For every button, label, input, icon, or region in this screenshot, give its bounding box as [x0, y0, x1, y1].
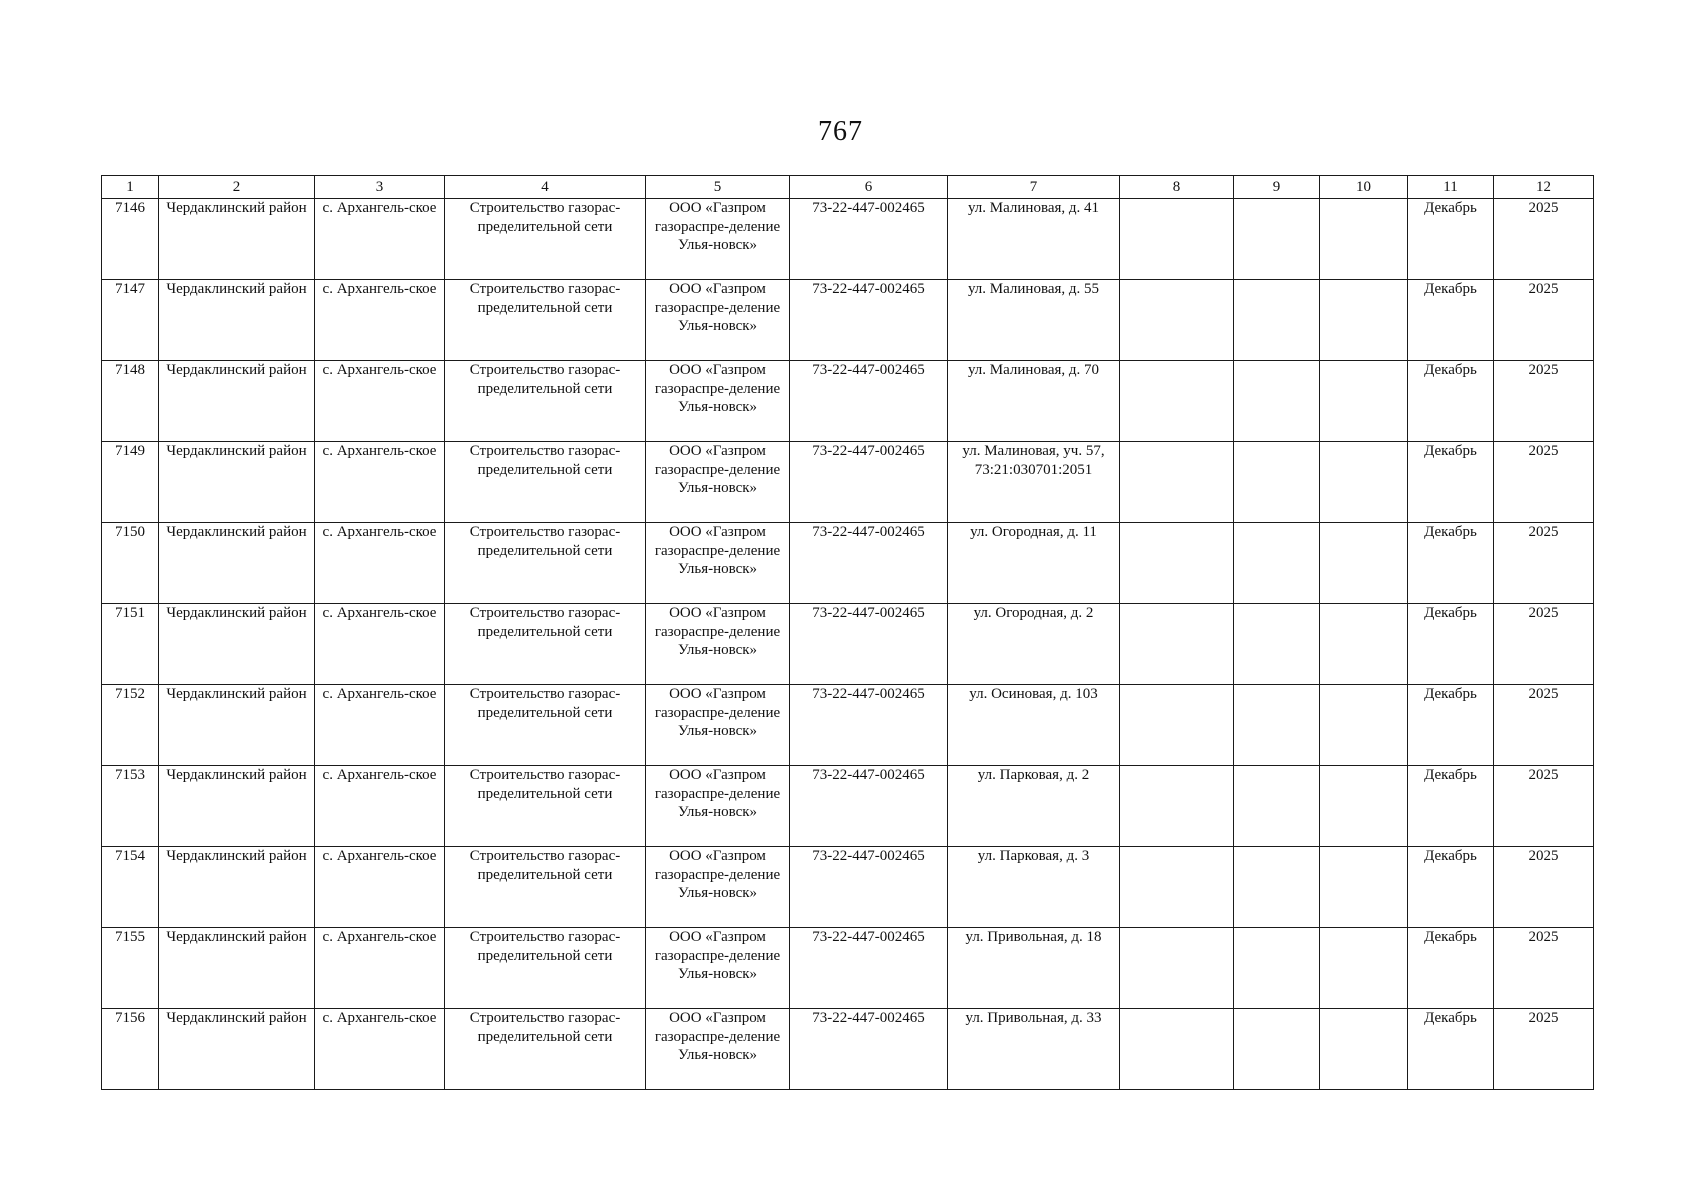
cell-col-8 — [1120, 442, 1234, 523]
cell-organization: ООО «Газпром газораспре-деление Улья-новск» — [646, 442, 790, 523]
cell-row-number: 7147 — [102, 280, 159, 361]
cell-col-10 — [1320, 766, 1408, 847]
table-body — [102, 199, 1594, 1090]
cell-organization: ООО «Газпром газораспре-деление Улья-новск» — [646, 1009, 790, 1090]
cell-address: ул. Малиновая, д. 41 — [948, 199, 1120, 280]
registry-table — [101, 175, 1594, 1090]
cell-col-10 — [1320, 280, 1408, 361]
cell-organization: ООО «Газпром газораспре-деление Улья-новск» — [646, 199, 790, 280]
column-header-4: 4 — [445, 176, 646, 199]
cell-registry-code: 73-22-447-002465 — [790, 604, 948, 685]
cell-year: 2025 — [1494, 442, 1594, 523]
cell-address: ул. Малиновая, д. 55 — [948, 280, 1120, 361]
cell-col-8 — [1120, 199, 1234, 280]
cell-registry-code: 73-22-447-002465 — [790, 766, 948, 847]
cell-month: Декабрь — [1408, 1009, 1494, 1090]
cell-district: Чердаклинский район — [159, 685, 315, 766]
cell-district: Чердаклинский район — [159, 928, 315, 1009]
cell-district: Чердаклинский район — [159, 280, 315, 361]
column-header-3: 3 — [315, 176, 445, 199]
cell-settlement: с. Архангель-ское — [315, 1009, 445, 1090]
column-header-9: 9 — [1234, 176, 1320, 199]
cell-organization: ООО «Газпром газораспре-деление Улья-новск» — [646, 766, 790, 847]
cell-organization: ООО «Газпром газораспре-деление Улья-новск» — [646, 928, 790, 1009]
cell-month: Декабрь — [1408, 766, 1494, 847]
cell-organization: ООО «Газпром газораспре-деление Улья-новск» — [646, 361, 790, 442]
column-header-10: 10 — [1320, 176, 1408, 199]
cell-row-number: 7151 — [102, 604, 159, 685]
cell-col-10 — [1320, 523, 1408, 604]
cell-row-number: 7148 — [102, 361, 159, 442]
cell-col-8 — [1120, 847, 1234, 928]
cell-work-type: Строительство газорас-пределительной сети — [445, 199, 646, 280]
cell-district: Чердаклинский район — [159, 523, 315, 604]
cell-district: Чердаклинский район — [159, 199, 315, 280]
cell-address: ул. Огородная, д. 2 — [948, 604, 1120, 685]
cell-work-type: Строительство газорас-пределительной сети — [445, 928, 646, 1009]
cell-col-10 — [1320, 1009, 1408, 1090]
cell-row-number: 7156 — [102, 1009, 159, 1090]
cell-registry-code: 73-22-447-002465 — [790, 523, 948, 604]
cell-organization: ООО «Газпром газораспре-деление Улья-новск» — [646, 604, 790, 685]
cell-work-type: Строительство газорас-пределительной сети — [445, 442, 646, 523]
cell-month: Декабрь — [1408, 685, 1494, 766]
cell-work-type: Строительство газорас-пределительной сети — [445, 766, 646, 847]
cell-row-number: 7146 — [102, 199, 159, 280]
table-row — [102, 1009, 1594, 1090]
cell-row-number: 7152 — [102, 685, 159, 766]
table-header — [102, 176, 1594, 199]
cell-district: Чердаклинский район — [159, 1009, 315, 1090]
cell-settlement: с. Архангель-ское — [315, 523, 445, 604]
cell-col-8 — [1120, 928, 1234, 1009]
cell-col-9 — [1234, 1009, 1320, 1090]
cell-col-10 — [1320, 847, 1408, 928]
cell-month: Декабрь — [1408, 280, 1494, 361]
cell-address: ул. Парковая, д. 2 — [948, 766, 1120, 847]
cell-col-9 — [1234, 442, 1320, 523]
cell-district: Чердаклинский район — [159, 361, 315, 442]
cell-organization: ООО «Газпром газораспре-деление Улья-новск» — [646, 280, 790, 361]
cell-district: Чердаклинский район — [159, 442, 315, 523]
cell-col-9 — [1234, 766, 1320, 847]
cell-settlement: с. Архангель-ское — [315, 847, 445, 928]
cell-month: Декабрь — [1408, 523, 1494, 604]
cell-col-9 — [1234, 685, 1320, 766]
cell-registry-code: 73-22-447-002465 — [790, 1009, 948, 1090]
cell-month: Декабрь — [1408, 928, 1494, 1009]
cell-district: Чердаклинский район — [159, 604, 315, 685]
cell-month: Декабрь — [1408, 199, 1494, 280]
cell-col-10 — [1320, 604, 1408, 685]
cell-col-8 — [1120, 685, 1234, 766]
cell-col-8 — [1120, 280, 1234, 361]
cell-organization: ООО «Газпром газораспре-деление Улья-новск» — [646, 523, 790, 604]
cell-year: 2025 — [1494, 847, 1594, 928]
cell-work-type: Строительство газорас-пределительной сети — [445, 685, 646, 766]
cell-registry-code: 73-22-447-002465 — [790, 928, 948, 1009]
cell-col-10 — [1320, 442, 1408, 523]
cell-organization: ООО «Газпром газораспре-деление Улья-новск» — [646, 847, 790, 928]
cell-settlement: с. Архангель-ское — [315, 685, 445, 766]
cell-address: ул. Парковая, д. 3 — [948, 847, 1120, 928]
cell-month: Декабрь — [1408, 847, 1494, 928]
cell-row-number: 7154 — [102, 847, 159, 928]
cell-settlement: с. Архангель-ское — [315, 442, 445, 523]
cell-work-type: Строительство газорас-пределительной сети — [445, 1009, 646, 1090]
cell-col-10 — [1320, 928, 1408, 1009]
header-row — [102, 176, 1594, 199]
cell-address: ул. Огородная, д. 11 — [948, 523, 1120, 604]
cell-year: 2025 — [1494, 685, 1594, 766]
table-row — [102, 199, 1594, 280]
cell-col-10 — [1320, 361, 1408, 442]
cell-year: 2025 — [1494, 928, 1594, 1009]
cell-year: 2025 — [1494, 361, 1594, 442]
cell-address: ул. Малиновая, уч. 57, 73:21:030701:2051 — [948, 442, 1120, 523]
cell-col-10 — [1320, 685, 1408, 766]
cell-year: 2025 — [1494, 604, 1594, 685]
cell-year: 2025 — [1494, 766, 1594, 847]
cell-registry-code: 73-22-447-002465 — [790, 361, 948, 442]
cell-col-10 — [1320, 199, 1408, 280]
cell-registry-code: 73-22-447-002465 — [790, 280, 948, 361]
cell-settlement: с. Архангель-ское — [315, 361, 445, 442]
cell-work-type: Строительство газорас-пределительной сети — [445, 280, 646, 361]
cell-row-number: 7149 — [102, 442, 159, 523]
cell-address: ул. Осиновая, д. 103 — [948, 685, 1120, 766]
cell-year: 2025 — [1494, 280, 1594, 361]
cell-registry-code: 73-22-447-002465 — [790, 685, 948, 766]
table-row — [102, 928, 1594, 1009]
table-row — [102, 766, 1594, 847]
cell-address: ул. Привольная, д. 33 — [948, 1009, 1120, 1090]
cell-work-type: Строительство газорас-пределительной сети — [445, 847, 646, 928]
table-row — [102, 280, 1594, 361]
cell-col-9 — [1234, 199, 1320, 280]
cell-registry-code: 73-22-447-002465 — [790, 199, 948, 280]
page-number: 767 — [818, 116, 863, 147]
column-header-8: 8 — [1120, 176, 1234, 199]
column-header-1: 1 — [102, 176, 159, 199]
table-row — [102, 442, 1594, 523]
table-row — [102, 523, 1594, 604]
column-header-6: 6 — [790, 176, 948, 199]
cell-registry-code: 73-22-447-002465 — [790, 442, 948, 523]
cell-col-9 — [1234, 928, 1320, 1009]
column-header-11: 11 — [1408, 176, 1494, 199]
cell-col-9 — [1234, 847, 1320, 928]
cell-col-9 — [1234, 361, 1320, 442]
cell-work-type: Строительство газорас-пределительной сети — [445, 361, 646, 442]
column-header-12: 12 — [1494, 176, 1594, 199]
cell-col-8 — [1120, 361, 1234, 442]
cell-row-number: 7153 — [102, 766, 159, 847]
cell-address: ул. Малиновая, д. 70 — [948, 361, 1120, 442]
cell-organization: ООО «Газпром газораспре-деление Улья-новск» — [646, 685, 790, 766]
column-header-5: 5 — [646, 176, 790, 199]
cell-year: 2025 — [1494, 199, 1594, 280]
cell-address: ул. Привольная, д. 18 — [948, 928, 1120, 1009]
cell-settlement: с. Архангель-ское — [315, 928, 445, 1009]
cell-settlement: с. Архангель-ское — [315, 604, 445, 685]
cell-month: Декабрь — [1408, 442, 1494, 523]
column-header-7: 7 — [948, 176, 1120, 199]
cell-work-type: Строительство газорас-пределительной сети — [445, 523, 646, 604]
cell-month: Декабрь — [1408, 361, 1494, 442]
cell-row-number: 7155 — [102, 928, 159, 1009]
cell-registry-code: 73-22-447-002465 — [790, 847, 948, 928]
cell-col-9 — [1234, 523, 1320, 604]
cell-col-8 — [1120, 766, 1234, 847]
cell-col-8 — [1120, 604, 1234, 685]
cell-month: Декабрь — [1408, 604, 1494, 685]
cell-district: Чердаклинский район — [159, 766, 315, 847]
cell-row-number: 7150 — [102, 523, 159, 604]
cell-col-8 — [1120, 523, 1234, 604]
cell-settlement: с. Архангель-ское — [315, 199, 445, 280]
table-row — [102, 847, 1594, 928]
table-row — [102, 685, 1594, 766]
cell-district: Чердаклинский район — [159, 847, 315, 928]
cell-work-type: Строительство газорас-пределительной сети — [445, 604, 646, 685]
cell-col-9 — [1234, 280, 1320, 361]
table-row — [102, 604, 1594, 685]
column-header-2: 2 — [159, 176, 315, 199]
cell-settlement: с. Архангель-ское — [315, 766, 445, 847]
table-row — [102, 361, 1594, 442]
cell-col-8 — [1120, 1009, 1234, 1090]
cell-col-9 — [1234, 604, 1320, 685]
cell-settlement: с. Архангель-ское — [315, 280, 445, 361]
cell-year: 2025 — [1494, 1009, 1594, 1090]
cell-year: 2025 — [1494, 523, 1594, 604]
